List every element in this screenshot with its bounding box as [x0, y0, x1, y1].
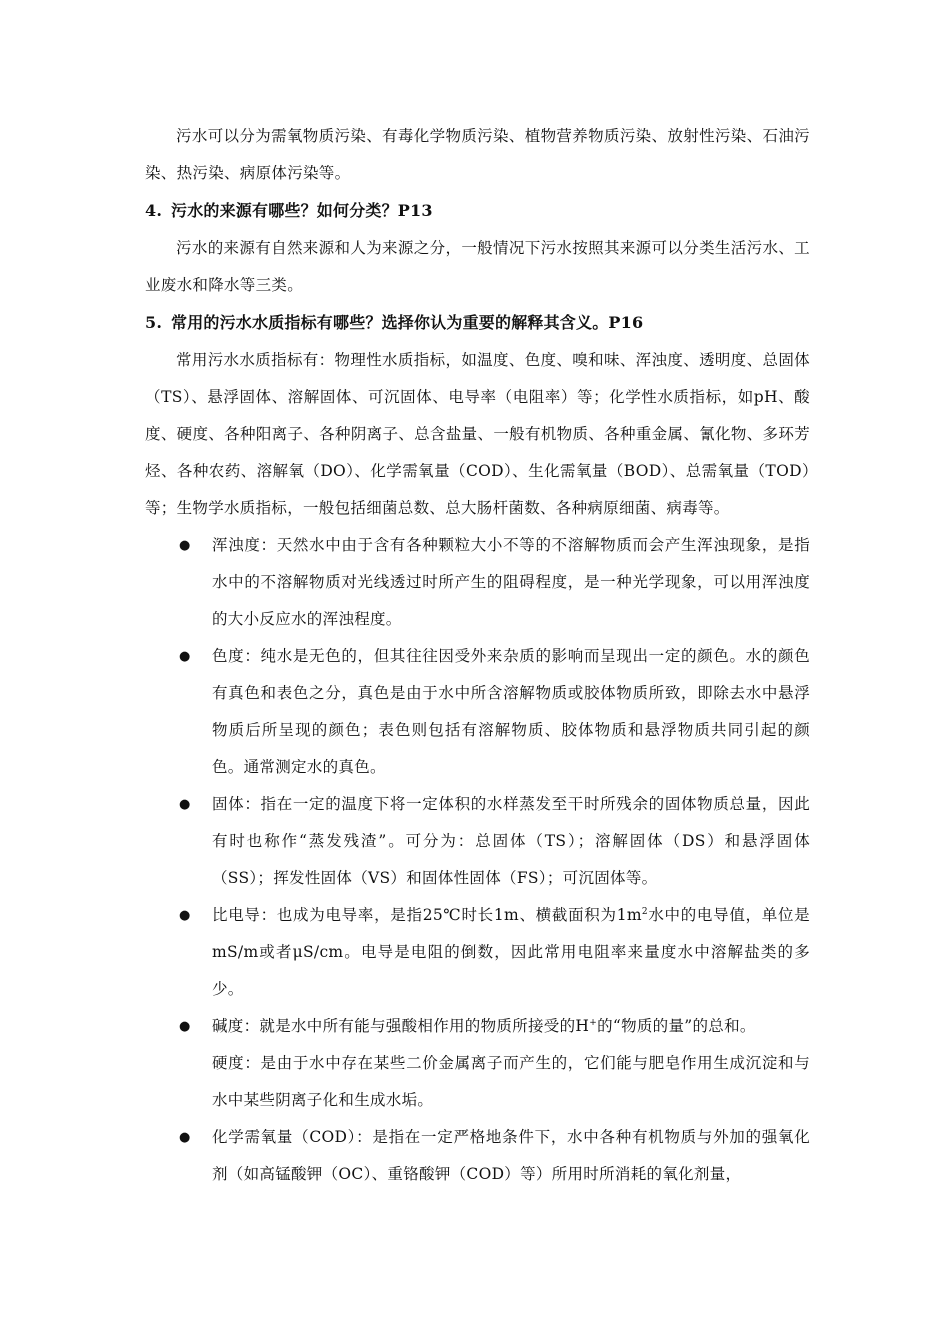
- bullet-icon: ●: [179, 1130, 191, 1145]
- list-item-cod: [145, 1119, 810, 1193]
- question-5-title: 常用的污水水质指标有哪些？选择你认为重要的解释其含义。P16: [171, 313, 644, 332]
- intro-paragraph: 污水可以分为需氧物质污染、有毒化学物质污染、植物营养物质污染、放射性污染、石油污染、热污染、病原体污染等。: [145, 127, 810, 182]
- question-5-heading: [145, 304, 810, 342]
- hardness-text: 硬度：是由于水中存在某些二价金属离子而产生的，它们能与肥皂作用生成沉淀和与水中某些阴离子化和生成水垢。: [212, 1054, 810, 1109]
- solids-text: 固体：指在一定的温度下将一定体积的水样蒸发至干时所残余的固体物质总量，因此有时也称作“蒸发残渣”。可分为：总固体（TS）；溶解固体（DS）和悬浮固体（SS）；挥发性固体（VS）和固体性固体（FS）；可沉固体等。: [212, 795, 810, 887]
- color-text: 色度：纯水是无色的，但其往往因受外来杂质的影响而呈现出一定的颜色。水的颜色有真色和表色之分，真色是由于水中所含溶解物质或胶体物质所致，即除去水中悬浮物质后所呈现的颜色；表色则包括有溶解物质、胶体物质和悬浮物质共同引起的颜色。通常测定水的真色。: [212, 647, 810, 776]
- list-item-color: [145, 638, 810, 786]
- question-4-title: 污水的来源有哪些？如何分类？P13: [171, 201, 433, 220]
- bullet-icon: ●: [179, 797, 191, 812]
- bullet-icon: ●: [179, 649, 191, 664]
- conductivity-text-b: 水中的电导值，单位是mS/m或者μS/cm。电导是电阻的倒数，因此常用电阻率来量度水中溶解盐类的多少。: [212, 906, 810, 998]
- bullet-icon: ●: [179, 538, 191, 553]
- question-5-answer: 常用污水水质指标有：物理性水质指标，如温度、色度、嗅和味、浑浊度、透明度、总固体（TS）、悬浮固体、溶解固体、可沉固体、电导率（电阻率）等；化学性水质指标，如pH、酸度、硬度、各种阳离子、各种阴离子、总含盐量、一般有机物质、各种重金属、氰化物、多环芳烃、各种农药、溶解氧（DO）、化学需氧量（COD）、生化需氧量（BOD）、总需氧量（TOD）等；生物学水质指标，一般包括细菌总数、总大肠杆菌数、各种病原细菌、病毒等。: [145, 351, 810, 517]
- bullet-icon: ●: [179, 1019, 191, 1034]
- document-body: [145, 118, 810, 1193]
- question-5-number: 5.: [145, 313, 163, 332]
- alkalinity-text-a: 碱度：就是水中所有能与强酸相作用的物质所接受的H: [212, 1017, 590, 1035]
- alkalinity-superscript: +: [589, 1017, 598, 1028]
- list-item-conductivity: [145, 897, 810, 1008]
- alkalinity-text-b: 的“物质的量”的总和。: [597, 1017, 756, 1035]
- conductivity-superscript: 2: [641, 906, 648, 917]
- conductivity-text-a: 比电导：也成为电导率，是指25℃时长1m、横截面积为1m: [212, 906, 642, 924]
- turbidity-text: 浑浊度：天然水中由于含有各种颗粒大小不等的不溶解物质而会产生浑浊现象，是指水中的不溶解物质对光线透过时所产生的阻碍程度，是一种光学现象，可以用浑浊度的大小反应水的浑浊程度。: [212, 536, 810, 628]
- cod-text: 化学需氧量（COD）：是指在一定严格地条件下，水中各种有机物质与外加的强氧化剂（如高锰酸钾（OC）、重铬酸钾（COD）等）所用时所消耗的氧化剂量，: [212, 1128, 810, 1183]
- question-4-heading: [145, 192, 810, 230]
- question-4-answer: 污水的来源有自然来源和人为来源之分，一般情况下污水按照其来源可以分类生活污水、工业废水和降水等三类。: [145, 239, 810, 294]
- list-item-alkalinity: [145, 1008, 810, 1119]
- bullet-icon: ●: [179, 908, 191, 923]
- list-item-turbidity: [145, 527, 810, 638]
- indicator-list: [145, 527, 810, 1193]
- list-item-solids: [145, 786, 810, 897]
- question-4-number: 4.: [145, 201, 163, 220]
